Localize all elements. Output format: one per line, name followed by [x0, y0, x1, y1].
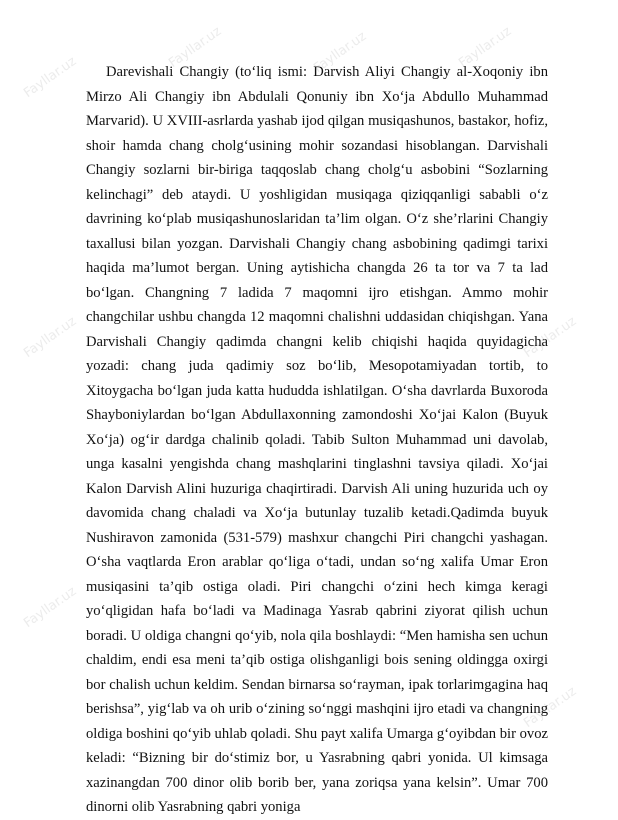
watermark: Fayllar.uz — [166, 24, 225, 71]
watermark: Fayllar.uz — [21, 584, 80, 631]
watermark: Fayllar.uz — [456, 24, 515, 71]
watermark: Fayllar.uz — [21, 54, 80, 101]
body-paragraph: Darevishali Changiy (to‘liq ismi: Darvish Aliyi Changiy al-Xoqoniy ibn Mirzo Ali Changiy ibn Abdulali Qonuniy ibn Xo‘ja Abdullo Muhammad Marvarid). U XVIII-asrlarda yashab ijod qilgan musiqashunos, bastakor, hofiz, shoir hamda chang cholg‘usining mohir sozandasi hisoblangan. Darvishali Changiy sozlarni bir-biriga taqqoslab chang cholg‘u asbobini “Sozlarning kelinchagi” deb ataydi. U yoshligidan musiqaga qiziqqanligi sababli o‘z davrining ko‘plab musiqashunoslaridan ta’lim olgan. O‘z she’rlarini Changiy taxallusi bilan yozgan. Darvishali Changiy chang asbobining qadimgi tarixi haqida ma’lumot bergan. Uning aytishicha changda 26 ta tor va 7 ta lad bo‘lgan. Changning 7 ladida 7 maqomni ijro etishgan. Ammo mohir changchilar ushbu changda 12 maqomni chalishni uddasidan chiqishgan. Yana Darvishali Changiy qadimda changni kelib chiqishi haqida quyidagicha yozadi: chang juda qadimiy soz bo‘lib, Mesopotamiyadan tortib, to Xitoygacha bo‘lgan juda katta hududda ishlatilgan. O‘sha davrlarda Buxoroda Shayboniylardan bo‘lgan Abdullaxonning zamondoshi Xo‘jai Kalon (Buyuk Xo‘ja) og‘ir dardga chalinib qoladi. Tabib Sulton Muhammad uni davolab, unga kasalni yengishda chang mashqlarini tinglashni tavsiya qiladi. Xo‘jai Kalon Darvish Alini huzuriga chaqirtiradi. Darvish Ali uning huzurida uch oy davomida chang chaladi va Xo‘ja butunlay tuzalib ketadi.Qadimda buyuk Nushiravon zamonida (531-579) mashxur changchi Piri changchi yashagan. O‘sha vaqtlarda Eron arablar qo‘liga o‘tadi, undan so‘ng xalifa Umar Eron musiqasini ta’qib ostiga oladi. Piri changchi o‘zini hech kimga keragi yo‘qligidan hafa bo‘ladi va Madinaga Yasrab qabrini ziyorat qilish uchun boradi. U oldiga changni qo‘yib, nola qila boshlaydi: “Men hamisha sen uchun chaldim, endi esa meni ta’qib ostiga olishganligi bois sening oldingga oxirgi bor chalish uchun keldim. Sendan birnarsa so‘rayman, ipak torlarimgagina haq berishsa”, yig‘lab va oh urib o‘zining so‘nggi mashqini ijro etadi va changning oldiga boshini qo‘yib uhlab qoladi. Shu payt xalifa Umarga g‘oyibdan bir ovoz keladi: “Bizning bir do‘stimiz bor, u Yasrabning qabri yonida. Ul kimsaga xazinangdan 700 dinor olib borib ber, yana zoriqsa yana kelsin”. Umar 700 dinorni olib Yasrabning qabri yoniga — [86, 64, 548, 815]
watermark: Fayllar.uz — [521, 684, 580, 731]
watermark: Fayllar.uz — [311, 29, 370, 76]
watermark: Fayllar.uz — [21, 314, 80, 361]
watermark: Fayllar.uz — [521, 314, 580, 361]
